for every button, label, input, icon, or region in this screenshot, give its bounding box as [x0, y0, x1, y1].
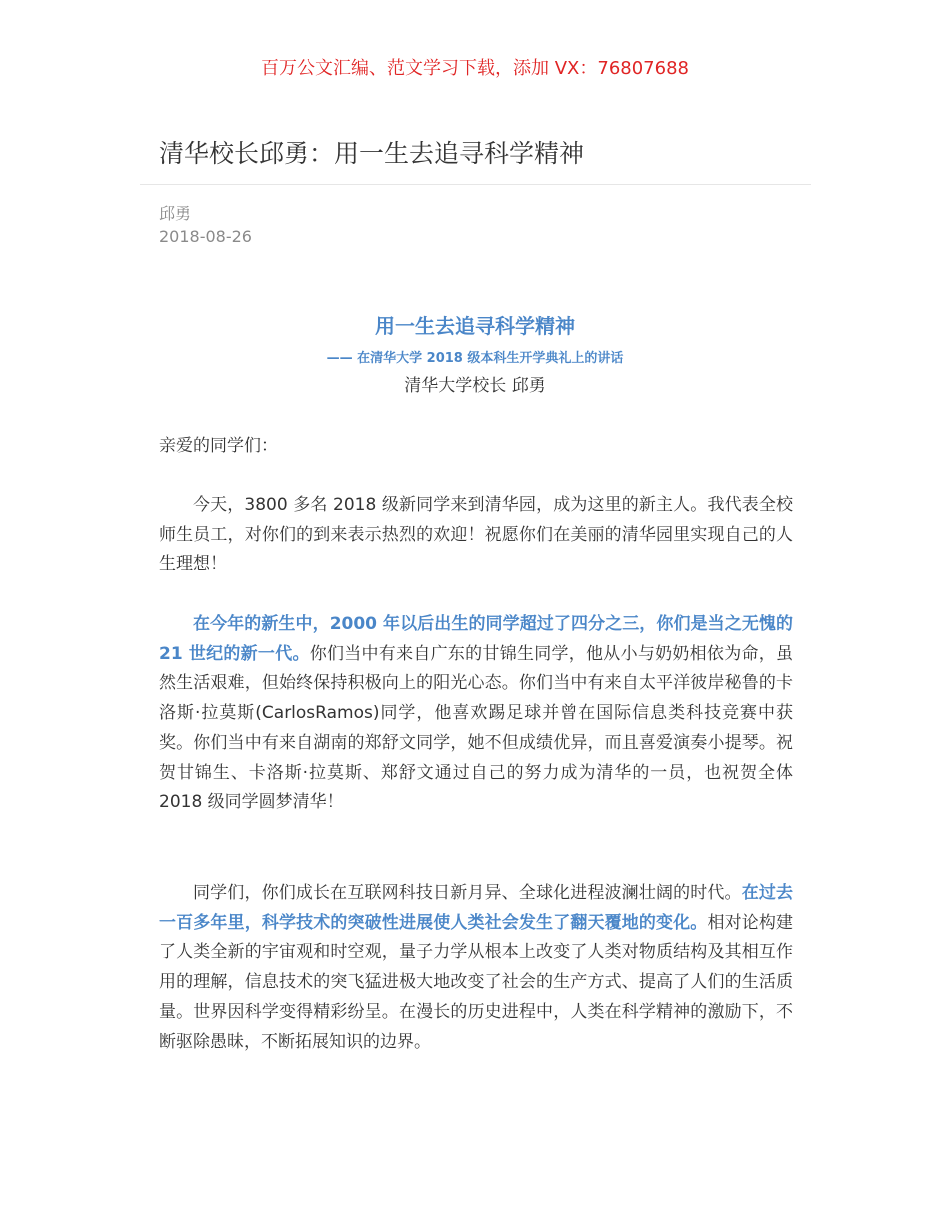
salutation: 亲爱的同学们： [159, 436, 278, 456]
paragraph-3-highlight: 在过去一百多年里，科学技术的突破性进展使人类社会发生了翻天覆地的变化。 [159, 883, 794, 933]
paragraph-1-text: 今天，3800 多名 2018 级新同学来到清华园，成为这里的新主人。我代表全校师生员工，对你们的到来表示热烈的欢迎！祝愿你们在美丽的清华园里实现自己的人生理想！ [159, 495, 793, 575]
paragraph-3 [159, 879, 793, 1057]
paragraph-2 [159, 610, 793, 818]
article-date: 2018-08-26 [159, 227, 252, 246]
article-author: 邱勇 [159, 204, 192, 223]
paragraph-3-intro: 同学们，你们成长在互联网科技日新月异、全球化进程波澜壮阔的时代。 [193, 883, 742, 903]
speech-title: 用一生去追寻科学精神 [375, 314, 575, 338]
paragraph-1 [159, 491, 793, 580]
speech-subtitle: —— 在清华大学 2018 级本科生开学典礼上的讲话 [326, 351, 624, 366]
paragraph-2-text: 你们当中有来自广东的甘锦生同学，他从小与奶奶相依为命，虽然生活艰难，但始终保持积极向上的阳光心态。你们当中有来自太平洋彼岸秘鲁的卡洛斯·拉莫斯(CarlosRamos)同学，他喜欢踢足球并曾在国际信息类科技竞赛中获奖。你们当中有来自湖南的郑舒文同学，她不但成绩优异，而且喜爱演奏小提琴。祝贺甘锦生、卡洛斯·拉莫斯、郑舒文通过自己的努力成为清华的一员，也祝贺全体 2018 级同学圆梦清华！ [159, 643, 794, 813]
promo-banner: 百万公文汇编、范文学习下载，添加 VX：76807688 [261, 58, 689, 79]
paragraph-3-text: 相对论构建了人类全新的宇宙观和时空观，量子力学从根本上改变了人类对物质结构及其相互作用的理解，信息技术的突飞猛进极大地改变了社会的生产方式、提高了人们的生活质量。世界因科学变得精彩纷呈。在漫长的历史进程中，人类在科学精神的激励下，不断驱除愚昧，不断拓展知识的边界。 [159, 912, 794, 1052]
article-title: 清华校长邱勇：用一生去追寻科学精神 [159, 139, 585, 168]
speech-byline: 清华大学校长 邱勇 [404, 376, 546, 396]
title-divider [140, 184, 811, 185]
paragraph-2-highlight: 在今年的新生中，2000 年以后出生的同学超过了四分之三，你们是当之无愧的 21 世纪的新一代。 [159, 614, 793, 664]
